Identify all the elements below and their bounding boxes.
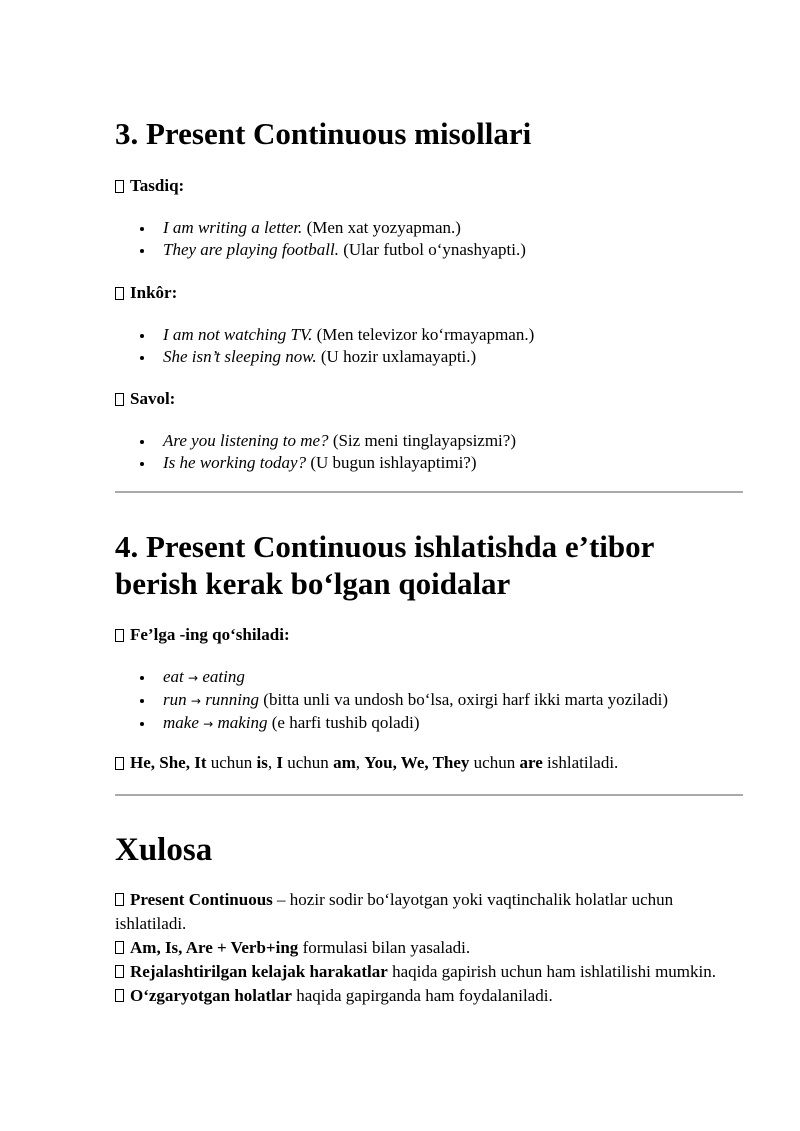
summary-point: Present Continuous – hozir sodir bo‘layotgan yoki vaqtinchalik holatlar uchun ishlatiladi. <box>115 890 674 933</box>
list-item: I am not watching TV. (Men televizor ko‘rmayapman.) <box>115 324 534 346</box>
list-item: eat → eating <box>115 666 668 689</box>
ing-rule-label: Fe’lga -ing qo‘shiladi: <box>115 624 290 646</box>
ing-rule-list <box>115 666 668 735</box>
missing-glyph-icon <box>115 629 124 642</box>
missing-glyph-icon <box>115 965 124 978</box>
list-item: They are playing football. (Ular futbol o‘ynashyapti.) <box>115 239 526 261</box>
missing-glyph-icon <box>115 893 124 906</box>
list-item: Is he working today? (U bugun ishlayaptimi?) <box>115 452 516 474</box>
summary-point: Rejalashtirilgan kelajak harakatlar haqida gapirish uchun ham ishlatilishi mumkin. <box>115 960 743 984</box>
inkor-list <box>115 324 534 368</box>
summary-point: Am, Is, Are + Verb+ing formulasi bilan yasaladi. <box>115 936 743 960</box>
savol-label: Savol: <box>115 388 175 410</box>
missing-glyph-icon <box>115 941 124 954</box>
arrow-right-icon: → <box>190 694 201 708</box>
arrow-right-icon: → <box>203 717 214 731</box>
xulosa-heading: Xulosa <box>115 832 213 868</box>
list-item: make → making (e harfi tushib qoladi) <box>115 712 668 735</box>
inkor-label: Inkôr: <box>115 282 177 304</box>
missing-glyph-icon <box>115 757 124 770</box>
tasdiq-list <box>115 217 526 261</box>
summary-point: O‘zgaryotgan holatlar haqida gapirganda ham foydalaniladi. <box>115 984 743 1008</box>
section-divider <box>115 491 743 493</box>
section-divider <box>115 794 743 796</box>
missing-glyph-icon <box>115 393 124 406</box>
summary-points <box>115 888 743 1008</box>
list-item: She isn’t sleeping now. (U hozir uxlamayapti.) <box>115 346 534 368</box>
pronoun-rule: He, She, It uchun is, I uchun am, You, We, They uchun are ishlatiladi. <box>115 752 743 774</box>
list-item: I am writing a letter. (Men xat yozyapman.) <box>115 217 526 239</box>
list-item: Are you listening to me? (Siz meni tinglayapsizmi?) <box>115 430 516 452</box>
savol-list <box>115 430 516 474</box>
missing-glyph-icon <box>115 989 124 1002</box>
section4-heading: 4. Present Continuous ishlatishda e’tibor berish kerak bo‘lgan qoidalar <box>115 529 655 601</box>
arrow-right-icon: → <box>188 671 199 685</box>
missing-glyph-icon <box>115 287 124 300</box>
tasdiq-label: Tasdiq: <box>115 175 184 197</box>
missing-glyph-icon <box>115 180 124 193</box>
section3-heading: 3. Present Continuous misollari <box>115 116 532 151</box>
list-item: run → running (bitta unli va undosh bo‘lsa, oxirgi harf ikki marta yoziladi) <box>115 689 668 712</box>
